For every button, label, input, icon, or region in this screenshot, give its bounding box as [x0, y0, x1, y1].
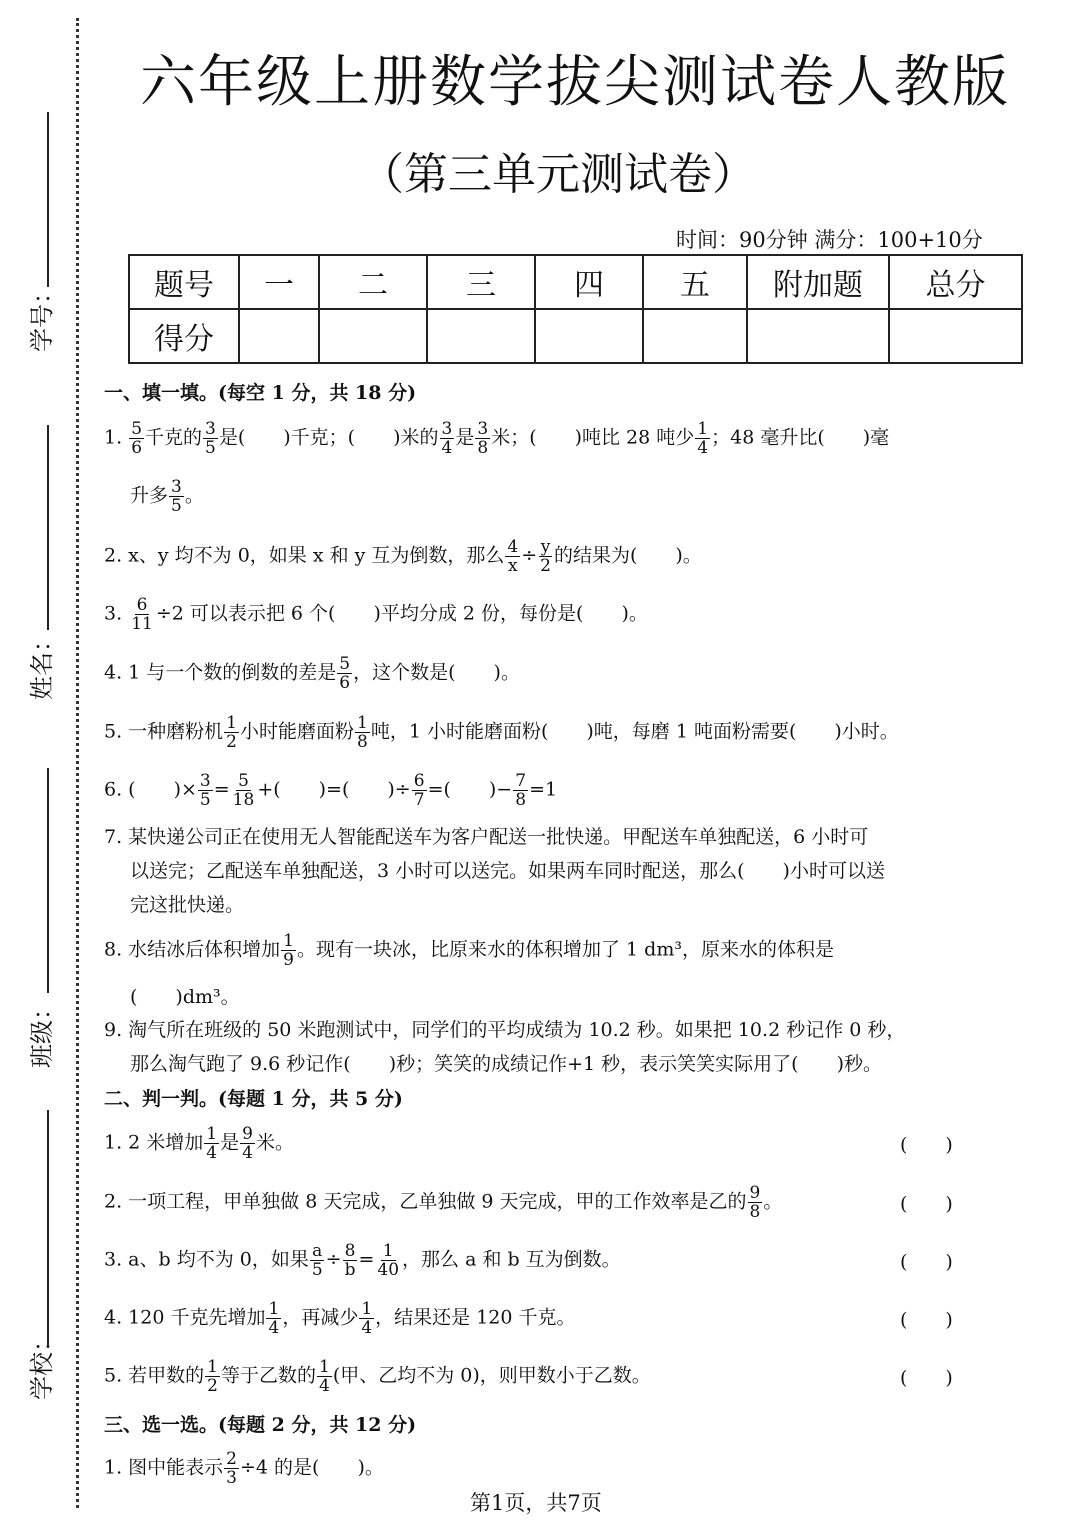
fill-q7-line2: 以送完；乙配送车单独配送，3 小时可以送完。如果两车同时配送，那么( )小时可以送: [130, 860, 885, 882]
q-text: ÷: [325, 1248, 342, 1271]
answer-bracket[interactable]: ( ): [900, 1367, 953, 1389]
fill-q8-line2: ( )dm³。: [130, 986, 240, 1008]
fraction: $\frac{3}{5}$: [199, 771, 211, 810]
judge-q4: [104, 1300, 576, 1337]
fraction: $\frac{y}{2}$: [540, 537, 551, 576]
q-text: 的结果为( )。: [553, 544, 702, 567]
q-text: +( )=( )÷: [257, 778, 411, 801]
q-text: ÷: [521, 544, 538, 567]
score-header-cell: 五: [643, 255, 747, 309]
score-cell[interactable]: [239, 309, 319, 363]
fraction: $\frac{3}{4}$: [441, 419, 453, 458]
fraction: $\frac{5}{6}$: [131, 419, 143, 458]
score-header-cell: 题号: [129, 255, 239, 309]
q-text: 。现有一块冰，比原来水的体积增加了 1 dm³，原来水的体积是: [297, 938, 834, 961]
score-table: [128, 254, 1023, 364]
score-header-cell: 三: [427, 255, 535, 309]
q-text: 。: [763, 1190, 783, 1213]
fill-q5: [104, 714, 899, 751]
exam-meta: 时间：90分钟 满分：100+10分: [676, 228, 983, 252]
score-cell[interactable]: [427, 309, 535, 363]
fraction: $\frac{8}{b}$: [344, 1241, 356, 1280]
q-text: ，那么 a 和 b 互为倒数。: [402, 1248, 621, 1271]
fraction: $\frac{1}{2}$: [207, 1357, 218, 1396]
q-text: 3.: [104, 602, 123, 625]
fraction: $\frac{1}{2}$: [226, 713, 237, 752]
fraction: $\frac{1}{40}$: [377, 1241, 400, 1280]
score-cell[interactable]: [535, 309, 643, 363]
q-text: 1. 2 米增加: [104, 1131, 204, 1154]
q-text: 。: [184, 484, 204, 507]
score-cell[interactable]: [643, 309, 747, 363]
q-text: =: [358, 1248, 375, 1271]
answer-bracket[interactable]: ( ): [900, 1251, 953, 1273]
score-table-score-row: [129, 309, 1022, 363]
fill-q4: [104, 655, 520, 692]
student-no-label: 学号：: [28, 280, 56, 352]
q-text: 是: [220, 1131, 240, 1154]
fraction: $\frac{1}{4}$: [319, 1357, 330, 1396]
judge-q3: [104, 1242, 621, 1279]
fraction: $\frac{9}{4}$: [242, 1124, 253, 1163]
fraction: $\frac{1}{4}$: [697, 419, 709, 458]
judge-q2: [104, 1184, 782, 1221]
score-header-cell: 四: [535, 255, 643, 309]
section-choose-heading: 三、选一选。(每题 2 分，共 12 分): [104, 1414, 417, 1436]
q-text: 3. a、b 均不为 0，如果: [104, 1248, 309, 1271]
q-text: 升多: [130, 484, 169, 507]
fraction: $\frac{4}{x}$: [507, 537, 519, 576]
name-label: 姓名：: [28, 628, 56, 700]
student-no-line: [47, 112, 49, 287]
q-text: 等于乙数的: [221, 1364, 317, 1387]
score-header-cell: 总分: [889, 255, 1022, 309]
fill-q2: [104, 538, 702, 575]
q-text: =( )−: [427, 778, 513, 801]
fraction: $\frac{a}{5}$: [311, 1241, 323, 1280]
fraction: $\frac{5}{6}$: [339, 654, 351, 693]
q-text: 4. 120 千克先增加: [104, 1306, 266, 1329]
fraction: $\frac{1}{4}$: [206, 1124, 218, 1163]
q-text: =: [213, 778, 230, 801]
answer-bracket[interactable]: ( ): [900, 1134, 953, 1156]
fraction: $\frac{7}{8}$: [515, 771, 527, 810]
q-text: 6. ( )×: [104, 778, 197, 801]
q-text: 4. 1 与一个数的倒数的差是: [104, 661, 337, 684]
judge-q1: [104, 1125, 294, 1162]
fill-q6: [104, 772, 557, 809]
judge-q5: [104, 1358, 651, 1395]
fill-q9-line2: 那么淘气跑了 9.6 秒记作( )秒；笑笑的成绩记作+1 秒，表示笑笑实际用了( )秒。: [130, 1053, 882, 1075]
score-cell[interactable]: [889, 309, 1022, 363]
fraction: $\frac{1}{4}$: [268, 1299, 280, 1338]
q-text: ，再减少: [282, 1306, 359, 1329]
q-text: 5. 一种磨粉机: [104, 720, 224, 743]
name-line: [47, 425, 49, 630]
school-line: [47, 1110, 49, 1345]
q-text: 千克的: [145, 426, 203, 449]
fraction: $\frac{6}{11}$: [131, 595, 153, 634]
fill-q9-line1: 9. 淘气所在班级的 50 米跑测试中，同学们的平均成绩为 10.2 秒。如果把 10.2 秒记作 0 秒，: [104, 1019, 906, 1041]
fraction: $\frac{2}{3}$: [226, 1449, 237, 1488]
fraction: $\frac{1}{8}$: [357, 713, 368, 752]
fraction: $\frac{3}{8}$: [477, 419, 489, 458]
score-cell[interactable]: [319, 309, 427, 363]
page-footer: 第1页，共7页: [470, 1491, 602, 1515]
score-table-header-row: [129, 255, 1022, 309]
q-text: ÷4 的是( )。: [240, 1456, 384, 1479]
fill-q7-line3: 完这批快递。: [130, 894, 245, 916]
score-header-cell: 一: [239, 255, 319, 309]
q-text: ÷2 可以表示把 6 个( )平均分成 2 份，每份是( )。: [155, 602, 648, 625]
fraction: $\frac{5}{18}$: [232, 771, 255, 810]
fill-q1-line1: [104, 420, 889, 457]
q-text: 5. 若甲数的: [104, 1364, 205, 1387]
fraction: $\frac{1}{4}$: [361, 1299, 373, 1338]
section-judge-heading: 二、判一判。(每题 1 分，共 5 分): [104, 1088, 403, 1110]
q-text: 2. x、y 均不为 0，如果 x 和 y 互为倒数，那么: [104, 544, 505, 567]
class-label: 班级：: [28, 996, 56, 1068]
q-text: 1. 图中能表示: [104, 1456, 224, 1479]
q-text: 米；( )吨比 28 吨少: [491, 426, 695, 449]
class-line: [47, 768, 49, 993]
score-header-cell: 附加题: [747, 255, 889, 309]
binding-dotted-line: [76, 18, 79, 1508]
q-text: 1.: [104, 426, 123, 449]
q-text: =1: [529, 778, 558, 801]
fraction: $\frac{3}{5}$: [171, 477, 182, 516]
q-text: 是: [455, 426, 475, 449]
fill-q3: [104, 596, 648, 633]
q-text: 8. 水结冰后体积增加: [104, 938, 281, 961]
fraction: $\frac{3}{5}$: [205, 419, 216, 458]
fraction: $\frac{1}{9}$: [283, 931, 294, 970]
fill-q7-line1: 7. 某快递公司正在使用无人智能配送车为客户配送一批快递。甲配送车单独配送，6 小时可: [104, 826, 869, 848]
q-text: 小时能磨面粉: [240, 720, 355, 743]
q-text: 2. 一项工程，甲单独做 8 天完成，乙单独做 9 天完成，甲的工作效率是乙的: [104, 1190, 747, 1213]
q-text: (甲、乙均不为 0)，则甲数小于乙数。: [332, 1364, 651, 1387]
answer-bracket[interactable]: ( ): [900, 1309, 953, 1331]
page-subtitle: （第三单元测试卷）: [360, 149, 756, 200]
fill-q8-line1: [104, 932, 834, 969]
score-cell[interactable]: [747, 309, 889, 363]
q-text: ，结果还是 120 千克。: [375, 1306, 576, 1329]
fraction: $\frac{6}{7}$: [413, 771, 425, 810]
q-text: ；48 毫升比( )毫: [711, 426, 890, 449]
q-text: ，这个数是( )。: [353, 661, 520, 684]
fill-q1-line2: [130, 478, 204, 515]
section-fill-heading: 一、填一填。(每空 1 分，共 18 分): [104, 382, 417, 404]
school-label: 学校：: [28, 1328, 56, 1400]
score-header-cell: 二: [319, 255, 427, 309]
q-text: 米。: [255, 1131, 294, 1154]
answer-bracket[interactable]: ( ): [900, 1193, 953, 1215]
fraction: $\frac{9}{8}$: [749, 1183, 761, 1222]
page-title: 六年级上册数学拔尖测试卷人教版: [140, 50, 1010, 115]
choose-q1: [104, 1450, 384, 1487]
score-row-label: 得分: [129, 309, 239, 363]
q-text: 是( )千克；( )米的: [218, 426, 439, 449]
q-text: 吨，1 小时能磨面粉( )吨，每磨 1 吨面粉需要( )小时。: [370, 720, 899, 743]
